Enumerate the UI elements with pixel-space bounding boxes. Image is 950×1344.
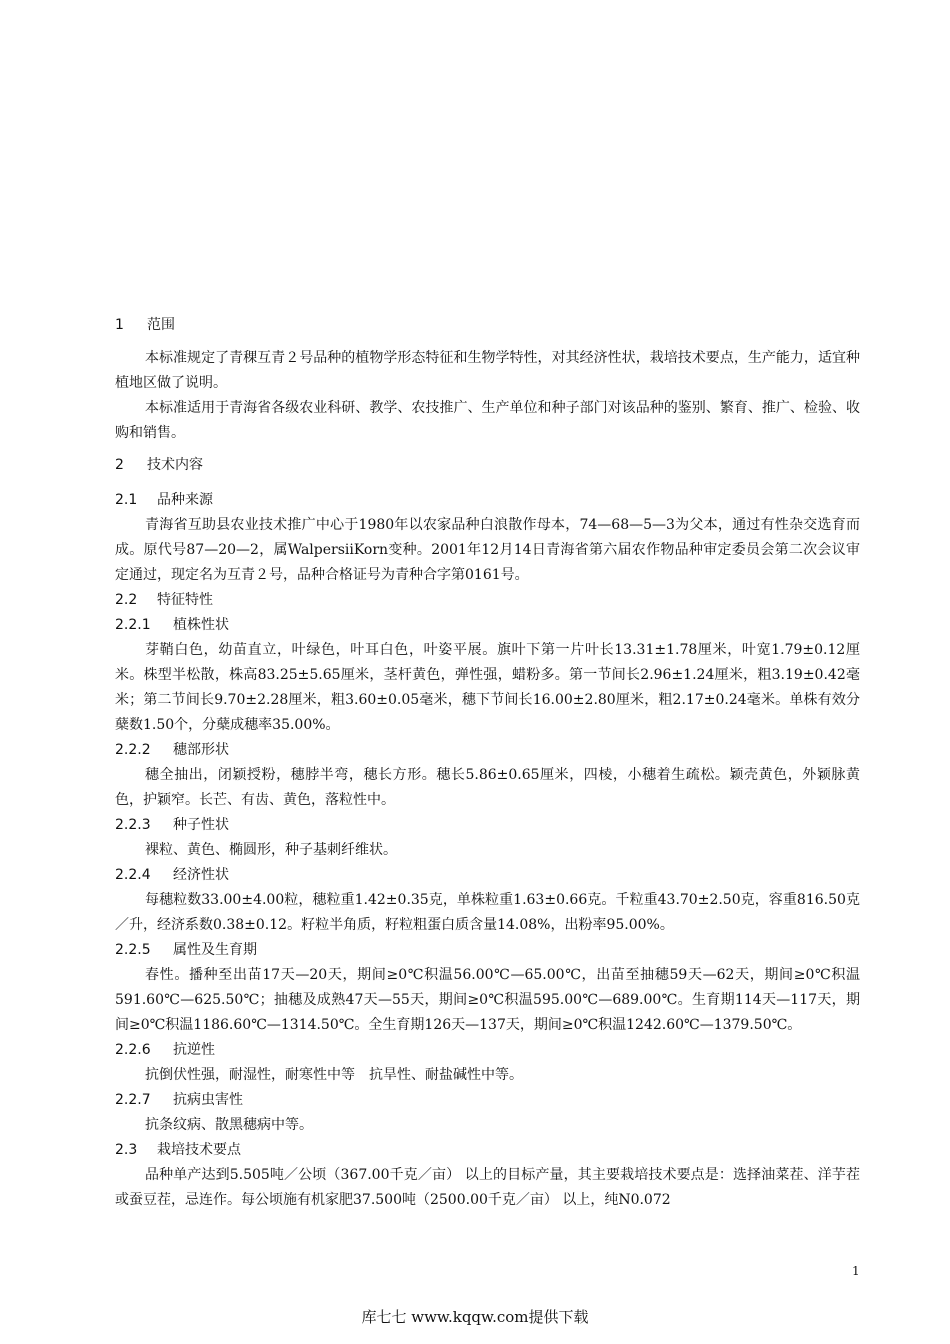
paragraph: 本标准规定了青稞互青２号品种的植物学形态特征和生物学特性，对其经济性状，栽培技术要点，生产能力，适宜种植地区做了说明。 bbox=[115, 350, 860, 391]
section-title: 栽培技术要点 bbox=[157, 1142, 241, 1158]
section-heading bbox=[115, 454, 860, 476]
section-number: 2.2.7 bbox=[115, 1092, 151, 1108]
section-number: 2.2.5 bbox=[115, 942, 151, 958]
paragraph: 抗倒伏性强，耐湿性，耐寒性中等 抗旱性、耐盐碱性中等。 bbox=[145, 1067, 523, 1083]
subsection-heading bbox=[115, 1088, 860, 1113]
paragraph: 裸粒、黄色、椭圆形，种子基刺纤维状。 bbox=[145, 842, 397, 858]
subsection-heading bbox=[115, 863, 860, 888]
subsection-heading bbox=[115, 613, 860, 638]
section-number: 1 bbox=[115, 317, 124, 333]
section-number: 2.2 bbox=[115, 592, 138, 608]
section-title: 品种来源 bbox=[157, 492, 213, 508]
subsection-heading bbox=[115, 588, 860, 613]
section-title: 植株性状 bbox=[173, 617, 229, 633]
paragraph: 穗全抽出，闭颖授粉，穗脖半弯，穗长方形。穗长5.86±0.65厘米，四棱，小穗着生疏松。颖壳黄色，外颖脉黄色，护颖窄。长芒、有齿、黄色，落粒性中。 bbox=[115, 767, 860, 808]
section-number: 2.2.6 bbox=[115, 1042, 151, 1058]
paragraph: 抗条纹病、散黑穗病中等。 bbox=[145, 1117, 313, 1133]
section-number: 2.1 bbox=[115, 492, 138, 508]
subsection-heading bbox=[115, 1138, 860, 1163]
section-number: 2.2.4 bbox=[115, 867, 151, 883]
section-title: 特征特性 bbox=[157, 592, 213, 608]
footer-watermark: 库七七 www.kqqw.com提供下载 bbox=[361, 1308, 589, 1326]
section-title: 经济性状 bbox=[173, 867, 229, 883]
section-title: 抗病虫害性 bbox=[173, 1092, 243, 1108]
section-number: 2 bbox=[115, 457, 124, 473]
subsection-heading bbox=[115, 813, 860, 838]
paragraph: 本标准适用于青海省各级农业科研、教学、农技推广、生产单位和种子部门对该品种的鉴别、繁育、推广、检验、收购和销售。 bbox=[115, 400, 860, 441]
section-title: 抗逆性 bbox=[173, 1042, 215, 1058]
section-title: 种子性状 bbox=[173, 817, 229, 833]
section-title: 穗部形状 bbox=[173, 742, 229, 758]
subsection-heading bbox=[115, 938, 860, 963]
page-number: 1 bbox=[852, 1264, 860, 1278]
subsection-heading bbox=[115, 1038, 860, 1063]
paragraph: 每穗粒数33.00±4.00粒，穗粒重1.42±0.35克，单株粒重1.63±0.66克。千粒重43.70±2.50克，容重816.50克／升，经济系数0.38±0.12。籽粒半角质，籽粒粗蛋白质含量14.08%，出粉率95.00%。 bbox=[115, 892, 860, 933]
section-heading bbox=[115, 314, 860, 336]
section-number: 2.2.3 bbox=[115, 817, 151, 833]
section-title: 属性及生育期 bbox=[173, 942, 257, 958]
section-number: 2.2.1 bbox=[115, 617, 151, 633]
section-title: 范围 bbox=[147, 317, 175, 333]
section-title: 技术内容 bbox=[147, 457, 203, 473]
paragraph: 青海省互助县农业技术推广中心于1980年以农家品种白浪散作母本，74—68—5—3为父本，通过有性杂交选育而成。原代号87—20—2，属WalpersiiKorn变种。2001年12月14日青海省第六届农作物品种审定委员会第二次会议审定通过，现定名为互青２号，品种合格证号为青种合字第0161号。 bbox=[115, 517, 860, 583]
section-number: 2.3 bbox=[115, 1142, 138, 1158]
paragraph: 芽鞘白色，幼苗直立，叶绿色，叶耳白色，叶姿平展。旗叶下第一片叶长13.31±1.78厘米，叶宽1.79±0.12厘米。株型半松散，株高83.25±5.65厘米，茎杆黄色，弹性强，蜡粉多。第一节间长2.96±1.24厘米，粗3.19±0.42毫米；第二节间长9.70±2.28厘米，粗3.60±0.05毫米，穗下节间长16.00±2.80厘米，粗2.17±0.24毫米。单株有效分蘖数1.50个，分蘖成穗率35.00%。 bbox=[115, 642, 860, 733]
document-body bbox=[115, 314, 860, 1213]
paragraph: 春性。播种至出苗17天—20天，期间≥0℃积温56.00℃—65.00℃，出苗至抽穗59天—62天，期间≥0℃积温591.60℃—625.50℃；抽穗及成熟47天—55天，期间≥0℃积温595.00℃—689.00℃。生育期114天—117天，期间≥0℃积温1186.60℃—1314.50℃。全生育期126天—137天，期间≥0℃积温1242.60℃—1379.50℃。 bbox=[115, 967, 860, 1033]
section-number: 2.2.2 bbox=[115, 742, 151, 758]
paragraph: 品种单产达到5.505吨／公顷（367.00千克／亩） 以上的目标产量，其主要栽培技术要点是：选择油菜茬、洋芋茬或蚕豆茬，忌连作。每公顷施有机家肥37.500吨（2500.00千克／亩） 以上，纯N0.072 bbox=[115, 1167, 860, 1208]
subsection-heading bbox=[115, 738, 860, 763]
subsection-heading bbox=[115, 488, 860, 513]
